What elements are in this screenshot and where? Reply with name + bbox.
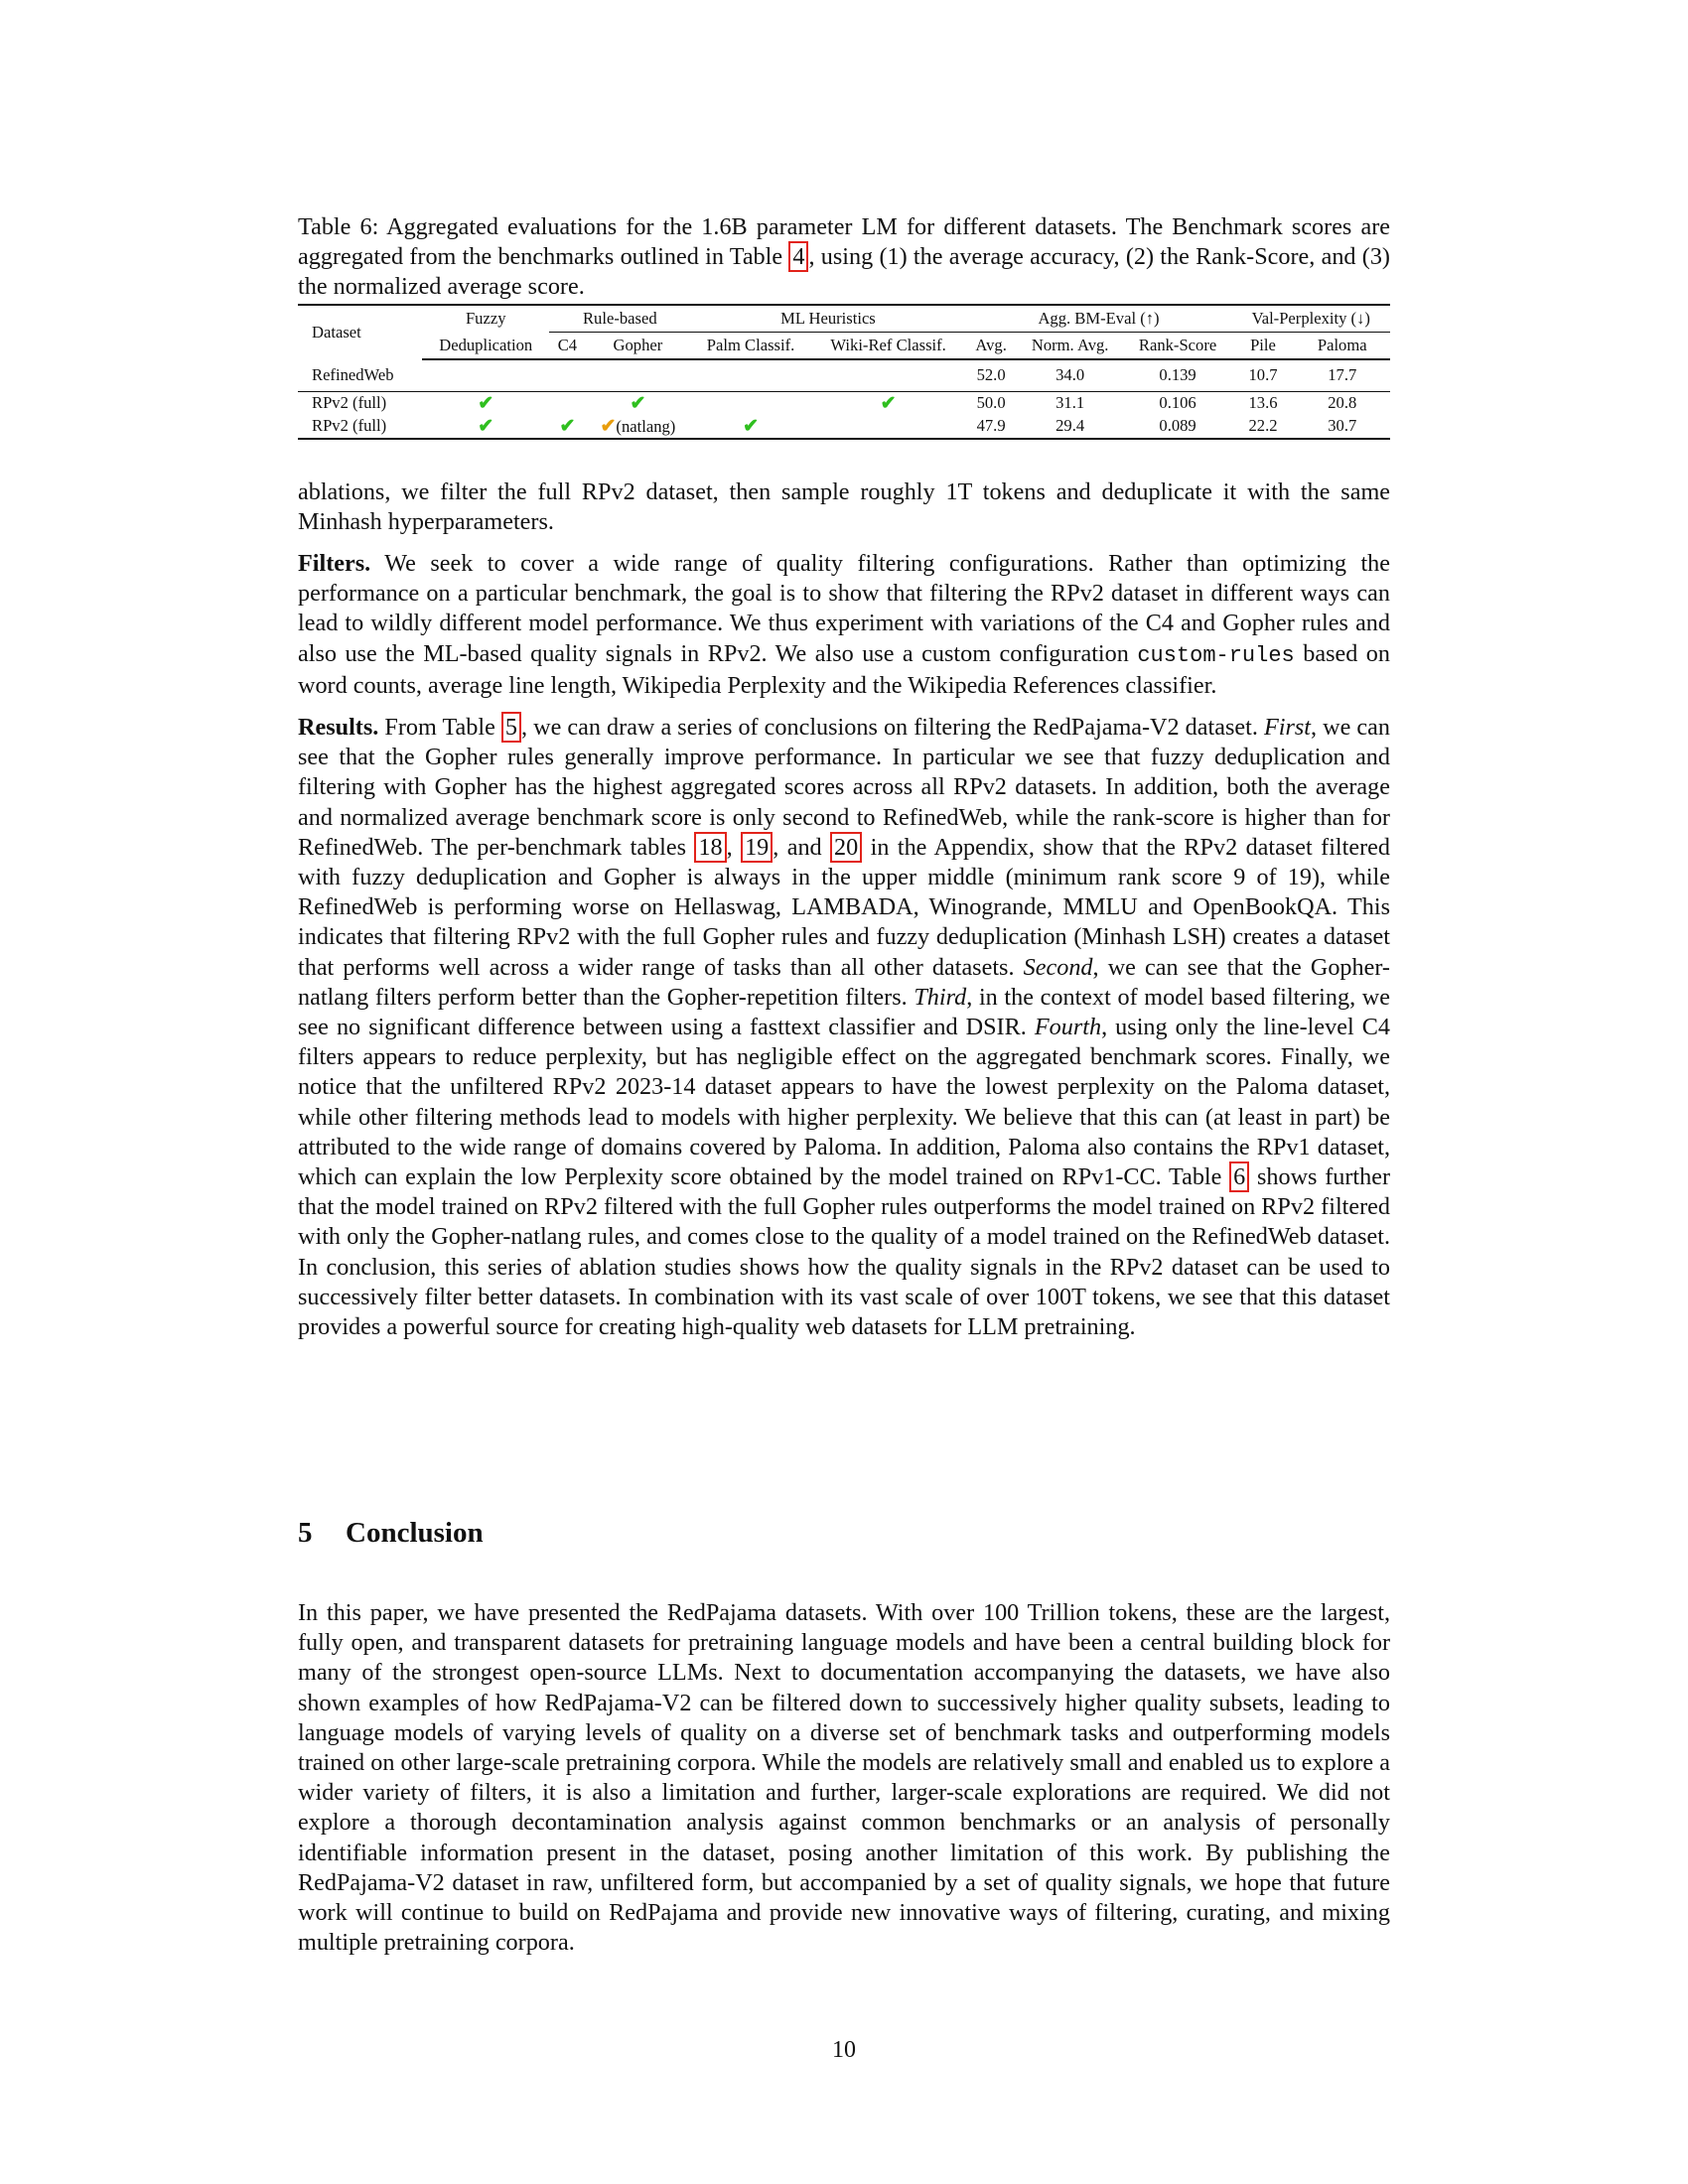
col-norm-avg: Norm. Avg.: [1017, 333, 1124, 360]
table-row: RPv2 (full) ✔ ✔ ✔(natlang) ✔ 47.9 29.4 0.089 22.2 30.7: [298, 415, 1390, 439]
table-ref-link[interactable]: 5: [501, 712, 521, 743]
section-heading: 5 Conclusion: [298, 1517, 484, 1549]
check-icon: ✔: [586, 391, 691, 415]
caption-label: Table 6:: [298, 213, 379, 240]
col-palm: Palm Classif.: [690, 333, 810, 360]
table-ref-link[interactable]: 19: [741, 832, 773, 863]
col-gopher: Gopher: [586, 333, 691, 360]
check-icon: ✔: [422, 391, 549, 415]
table-ref-link[interactable]: 20: [830, 832, 862, 863]
results-table: [298, 304, 1390, 440]
filters-heading: Filters.: [298, 549, 371, 577]
page-content: [298, 212, 1390, 1342]
table-ref-link[interactable]: 18: [694, 832, 726, 863]
inline-code: custom-rules: [1137, 642, 1295, 668]
table-ref-link[interactable]: 6: [1229, 1161, 1249, 1192]
paragraph-conclusion: In this paper, we have presented the RedPajama datasets. With over 100 Trillion tokens, these are the largest, fully open, and transparent datasets for pretraining language models and have been a central building block for many of the strongest open-source LLMs. Next to documentation accompanying the datasets, we have also shown examples of how RedPajama-V2 can be filtered down to successively higher quality subsets, leading to language models of varying levels of quality on a diverse set of benchmark tasks and outperforming models trained on other large-scale pretraining corpora. While the models are relatively small and enabled us to explore a wider variety of filters, it is also a limitation and further, larger-scale explorations are required. We did not explore a thorough decontamination analysis against common benchmarks or an analysis of personally identifiable information present in the dataset, posing another limitation of this work. By publishing the RedPajama-V2 dataset in raw, unfiltered form, but accompanied by a set of quality signals, we hope that future work will continue to build on RedPajama and provide new innovative ways of filtering, curating, and mixing multiple pretraining corpora.: [298, 1599, 1390, 1957]
table-ref-link[interactable]: 4: [788, 241, 808, 272]
col-wikiref: Wiki-Ref Classif.: [811, 333, 966, 360]
col-group-ml-heuristics: ML Heuristics: [690, 305, 965, 333]
paragraph-results: Results. From Table 5 , we can draw a series of conclusions on filtering the RedPajama-V2 dataset. First, we can see that the Gopher rules generally improve performance. In particular we see that fuzzy deduplication and filtering with Gopher has the highest aggregated scores across all RPv2 datasets. In addition, both the average and normalized average benchmark score is only second to RefinedWeb, while the rank-score is higher than for RefinedWeb. The per-benchmark tables 18 , 19 , and 20 in the Appendix, show that the RPv2 dataset filtered with fuzzy deduplication and Gopher is always in the upper middle (minimum rank score 9 of 19), while RefinedWeb is performing worse on Hellaswag, LAMBADA, Winogrande, MMLU and OpenBookQA. This indicates that filtering RPv2 with the full Gopher rules and fuzzy deduplication (Minhash LSH) creates a dataset that performs well across a wider range of tasks than all other datasets. Second, we can see that the Gopher-natlang filters perform better than the Gopher-repetition filters. Third, in the context of model based filtering, we see no significant difference between using a fasttext classifier and DSIR. Fourth, using only the line-level C4 filters appears to reduce perplexity, but has negligible effect on the aggregated benchmark scores. Finally, we notice that the unfiltered RPv2 2023-14 dataset appears to have the lowest perplexity on the Paloma dataset, while other filtering methods lead to models with higher perplexity. We believe that this can (at least in part) be attributed to the wide range of domains covered by Paloma. In addition, Paloma also contains the RPv1 dataset, which can explain the low Perplexity score obtained by the model trained on RPv1-CC. Table 6 shows further that the model trained on RPv2 filtered with the full Gopher rules outperforms the model trained on RPv2 filtered with only the Gopher-natlang rules, and comes close to the quality of a model trained on the RefinedWeb dataset. In conclusion, this series of ablation studies shows how the quality signals in the RPv2 dataset can be used to successively filter better datasets. In combination with its vast scale of over 100T tokens, we see that this dataset provides a powerful source for creating high-quality web datasets for LLM pretraining.: [298, 713, 1390, 1340]
paragraph-ablations: ablations, we filter the full RPv2 dataset, then sample roughly 1T tokens and deduplicate it with the same Minhash hyperparameters.: [298, 478, 1390, 535]
col-fuzzy: Fuzzy: [422, 305, 549, 333]
table-caption: Table 6: Aggregated evaluations for the 1.6B parameter LM for different datasets. The Benchmark scores are aggregated from the benchmarks outlined in Table 4 , using (1) the average accuracy, (2) the Rank-Score, and (3) the normalized average score.: [298, 213, 1390, 300]
col-dataset: Dataset: [298, 305, 422, 359]
col-group-rule-based: Rule-based: [549, 305, 690, 333]
table-header-row: [298, 305, 1390, 333]
check-icon: ✔: [422, 415, 549, 439]
check-icon: ✔: [549, 415, 585, 439]
col-group-val-perplexity: Val-Perplexity (↓): [1232, 305, 1391, 333]
check-orange-icon: ✔: [600, 415, 617, 437]
col-dedup: Deduplication: [422, 333, 549, 360]
table-row: RefinedWeb 52.0 34.0 0.139 10.7 17.7: [312, 364, 1357, 385]
col-group-agg-bm-eval: Agg. BM-Eval (↑): [966, 305, 1232, 333]
table-row: RPv2 (full) ✔ ✔ ✔ 50.0 31.1 0.106 13.6 20.8: [298, 391, 1390, 415]
col-avg: Avg.: [966, 333, 1017, 360]
check-icon: ✔: [811, 391, 966, 415]
table-subheader-row: [298, 333, 1390, 360]
col-pile: Pile: [1232, 333, 1295, 360]
col-c4: C4: [549, 333, 585, 360]
col-rank-score: Rank-Score: [1124, 333, 1232, 360]
check-icon: ✔: [690, 415, 810, 439]
results-heading: Results.: [298, 713, 379, 741]
paragraph-filters: Filters. We seek to cover a wide range of quality filtering configurations. Rather than optimizing the performance on a particular benchmark, the goal is to show that filtering the RPv2 dataset in different ways can lead to wildly different model performance. We thus experiment with variations of the C4 and Gopher rules and also use the ML-based quality signals in RPv2. We also use a custom configuration custom-rules based on word counts, average line length, Wikipedia Perplexity and the Wikipedia References classifier.: [298, 549, 1390, 699]
page-number: 10: [832, 2037, 856, 2063]
col-paloma: Paloma: [1294, 333, 1390, 360]
